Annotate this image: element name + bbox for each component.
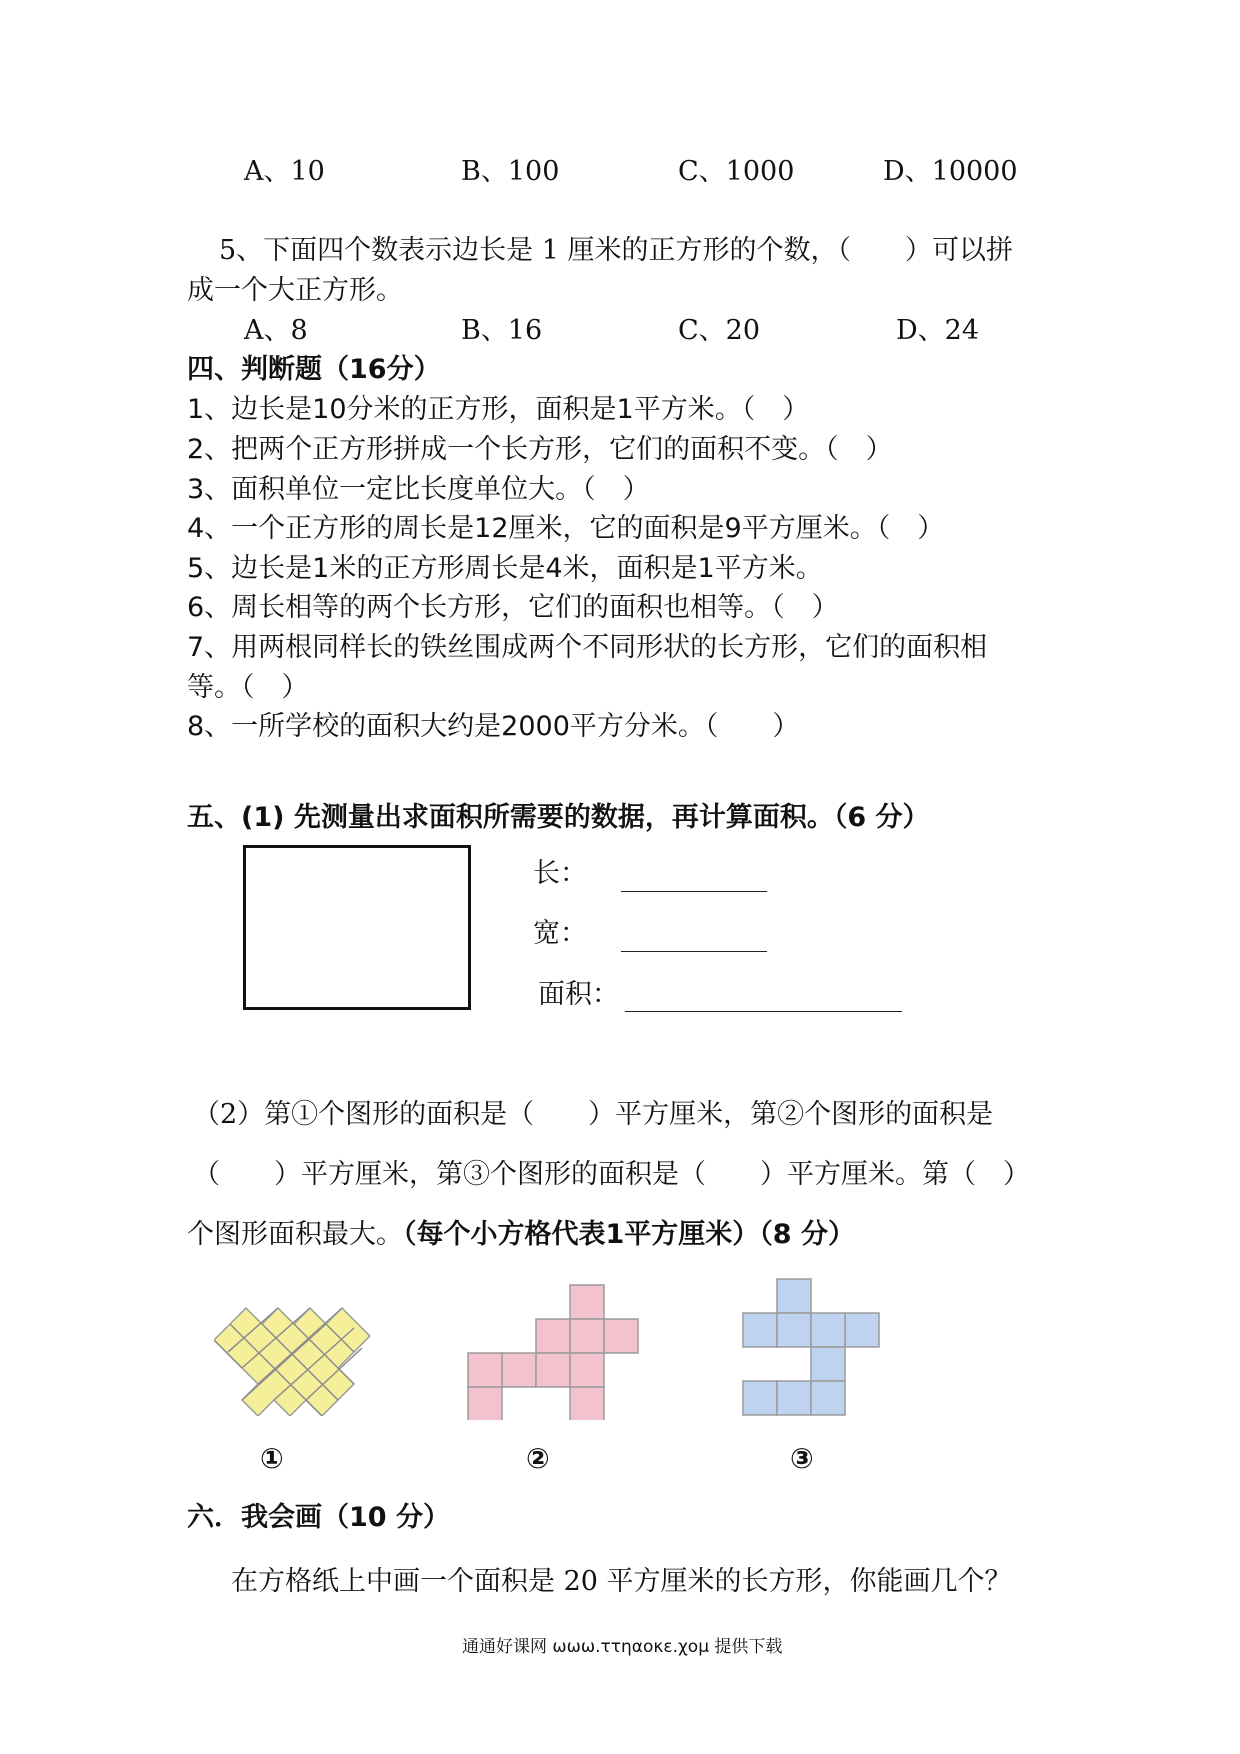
judge-item-4: 4、一个正方形的周长是12厘米，它的面积是9平方厘米。（ ）	[187, 513, 945, 544]
section-5-part-2-line-3-text: 个图形面积最大。	[187, 1219, 403, 1250]
shape-3-cell	[777, 1279, 811, 1313]
judge-item-2: 2、把两个正方形拼成一个长方形，它们的面积不变。（ ）	[187, 434, 893, 465]
width-label: 宽：	[533, 918, 587, 949]
section-5-part-2-line-1: （2）第①个图形的面积是（ ）平方厘米，第②个图形的面积是	[193, 1099, 994, 1130]
q5-option-c: C、20	[678, 315, 761, 346]
section-6-question: 在方格纸上中画一个面积是 20 平方厘米的长方形，你能画几个？	[231, 1566, 1012, 1597]
shape-3-cell	[811, 1381, 845, 1415]
shape-3-figure	[742, 1278, 892, 1420]
figure-label-1: ①	[260, 1442, 284, 1475]
length-label: 长：	[533, 858, 587, 889]
section-5-part-1-title: 五、(1) 先测量出求面积所需要的数据，再计算面积。（6 分）	[187, 802, 930, 833]
q4-option-d: D、10000	[883, 156, 1018, 187]
shape-3-cell	[743, 1381, 777, 1415]
shape-2-cell	[502, 1353, 536, 1387]
q4-option-c: C、1000	[678, 156, 795, 187]
judge-item-5: 5、边长是1米的正方形周长是4米，面积是1平方米。	[187, 553, 823, 584]
q5-line-1: 5、下面四个数表示边长是 1 厘米的正方形的个数，（ ）可以拼	[219, 235, 1014, 266]
section-5-part-2-line-2: （ ）平方厘米，第③个图形的面积是（ ）平方厘米。第（ ）	[193, 1159, 1030, 1190]
section-6-title: 六．我会画（10 分）	[187, 1502, 450, 1533]
section-5-part-2-line-3	[187, 1217, 855, 1253]
shape-2-cell	[570, 1285, 604, 1319]
shape-2-figure	[467, 1284, 644, 1420]
shape-3-cell	[811, 1347, 845, 1381]
section-4-title: 四、判断题（16分）	[187, 354, 441, 385]
q4-option-a: A、10	[244, 156, 325, 187]
shape-2-cell	[536, 1319, 570, 1353]
judge-item-1: 1、边长是10分米的正方形，面积是1平方米。（ ）	[187, 394, 810, 425]
shape-2-cell	[604, 1319, 638, 1353]
shape-3-cell	[777, 1381, 811, 1415]
q5-option-a: A、8	[244, 315, 308, 346]
shape-2-cell	[468, 1353, 502, 1387]
shape-2-cell	[468, 1387, 502, 1420]
judge-item-7-cont: 等。（ ）	[187, 672, 309, 703]
judge-item-6: 6、周长相等的两个长方形，它们的面积也相等。（ ）	[187, 592, 839, 623]
judge-item-7: 7、用两根同样长的铁丝围成两个不同形状的长方形，它们的面积相	[187, 632, 988, 663]
q5-option-b: B、16	[461, 315, 543, 346]
shape-2-cell	[536, 1353, 570, 1387]
judge-item-3: 3、面积单位一定比长度单位大。（ ）	[187, 474, 650, 505]
shape-3-cell	[743, 1313, 777, 1347]
width-answer-line[interactable]	[621, 951, 767, 952]
figure-label-3: ③	[790, 1442, 814, 1475]
q5-line-2: 成一个大正方形。	[187, 275, 403, 306]
shape-3-cell	[777, 1313, 811, 1347]
figure-label-2: ②	[526, 1442, 550, 1475]
shape-3-cell	[845, 1313, 879, 1347]
q5-option-d: D、24	[896, 315, 980, 346]
length-answer-line[interactable]	[621, 891, 767, 892]
section-5-part-2-note: （每个小方格代表1平方厘米）（8 分）	[403, 1219, 855, 1250]
q4-option-b: B、100	[461, 156, 560, 187]
judge-item-8: 8、一所学校的面积大约是2000平方分米。（ ）	[187, 711, 800, 742]
area-answer-line[interactable]	[625, 1011, 902, 1012]
shape-2-cell	[570, 1353, 604, 1387]
shape-2-cell	[570, 1387, 604, 1420]
shape-3-cell	[811, 1313, 845, 1347]
shape-1-figure	[214, 1292, 370, 1416]
area-label: 面积：	[538, 979, 619, 1010]
shape-2-cell	[570, 1319, 604, 1353]
measure-rectangle	[243, 845, 471, 1010]
page-footer: 通通好课网 ωωω.ττηαοκε.χομ 提供下载	[462, 1637, 783, 1657]
